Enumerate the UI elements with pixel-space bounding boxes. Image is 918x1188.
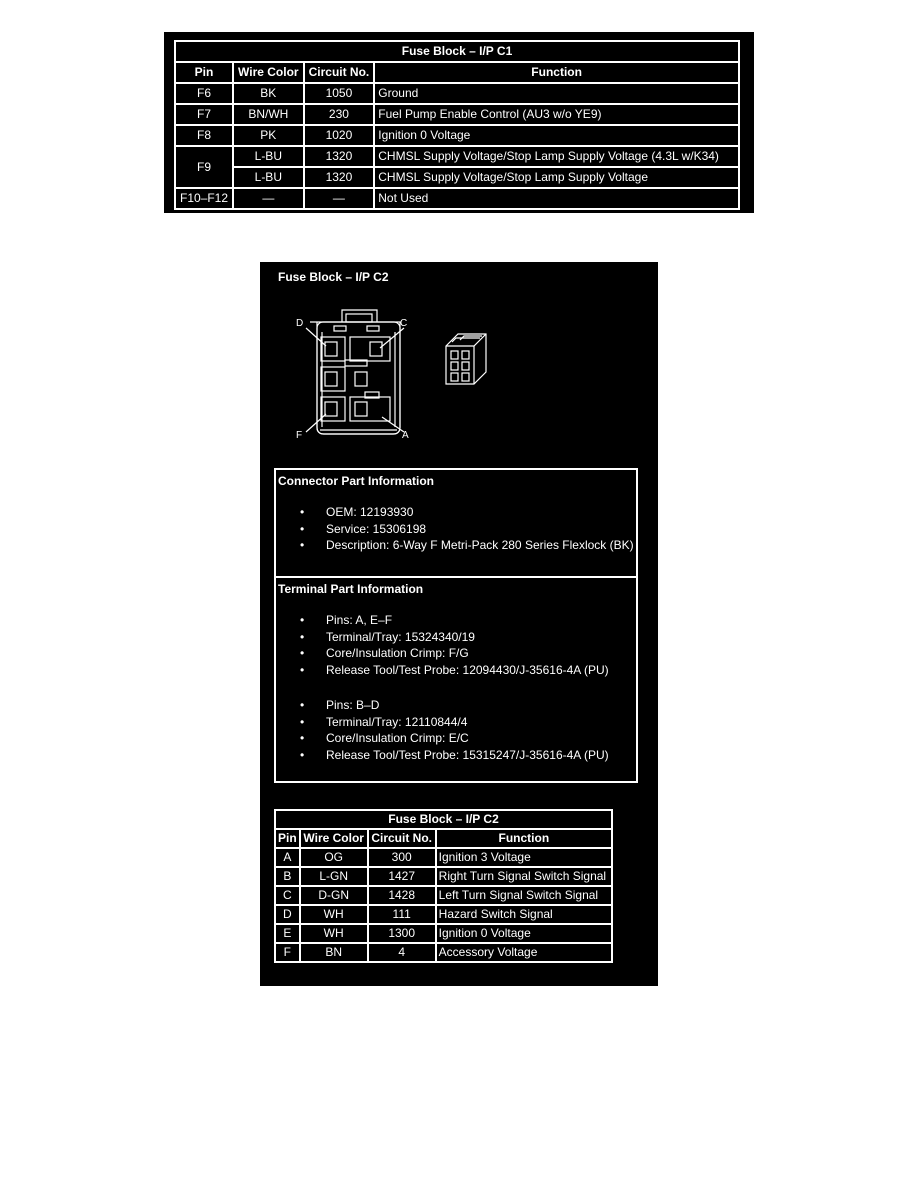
pin-cell: F9 [175, 146, 233, 188]
fuse-block-c2-panel [260, 262, 658, 986]
wire-color-cell: PK [233, 125, 304, 146]
list-item: • Release Tool/Test Probe: 15315247/J-35616-4A (PU) [276, 747, 636, 764]
table-title: Fuse Block – I/P C1 [175, 41, 739, 62]
pin-label-d: D [296, 318, 304, 329]
table-row [175, 146, 739, 167]
table-row [275, 924, 612, 943]
pin-cell: F7 [175, 104, 233, 125]
table-row [175, 125, 739, 146]
pin-cell: E [275, 924, 300, 943]
pin-cell: F8 [175, 125, 233, 146]
connector-title: Fuse Block – I/P C2 [278, 270, 389, 284]
wire-color-cell: OG [300, 848, 368, 867]
wire-color-cell: BN/WH [233, 104, 304, 125]
function-cell: CHMSL Supply Voltage/Stop Lamp Supply Voltage (4.3L w/K34) [374, 146, 739, 167]
circuit-cell: 1320 [304, 167, 375, 188]
circuit-cell: — [304, 188, 375, 209]
wire-color-cell: — [233, 188, 304, 209]
column-header-pin: Pin [175, 62, 233, 83]
function-cell: Right Turn Signal Switch Signal [436, 867, 612, 886]
table-row [175, 188, 739, 209]
circuit-cell: 1427 [368, 867, 436, 886]
list-item: • Service: 15306198 [276, 521, 636, 538]
terminal-part-info [274, 576, 638, 783]
wire-color-cell: L-BU [233, 146, 304, 167]
column-header-function: Function [436, 829, 612, 848]
table-row [175, 104, 739, 125]
function-cell: CHMSL Supply Voltage/Stop Lamp Supply Voltage [374, 167, 739, 188]
function-cell: Not Used [374, 188, 739, 209]
function-cell: Accessory Voltage [436, 943, 612, 962]
circuit-cell: 300 [368, 848, 436, 867]
pin-cell: D [275, 905, 300, 924]
list-item: • OEM: 12193930 [276, 504, 636, 521]
circuit-cell: 1428 [368, 886, 436, 905]
list-item: • Release Tool/Test Probe: 12094430/J-35616-4A (PU) [276, 662, 636, 679]
circuit-cell: 4 [368, 943, 436, 962]
pin-label-a: A [402, 430, 409, 441]
list-item: • Terminal/Tray: 12110844/4 [276, 714, 636, 731]
list-item: • Pins: A, E–F [276, 612, 636, 629]
connector-info-heading: Connector Part Information [278, 474, 435, 488]
list-item: • Core/Insulation Crimp: E/C [276, 730, 636, 747]
list-item: • Terminal/Tray: 15324340/19 [276, 629, 636, 646]
function-cell: Left Turn Signal Switch Signal [436, 886, 612, 905]
wire-color-cell: WH [300, 905, 368, 924]
connector-part-info [274, 468, 638, 576]
column-header-wire-color: Wire Color [300, 829, 368, 848]
wire-color-cell: WH [300, 924, 368, 943]
circuit-cell: 1050 [304, 83, 375, 104]
pin-cell: F6 [175, 83, 233, 104]
pin-cell: A [275, 848, 300, 867]
list-item: • Core/Insulation Crimp: F/G [276, 645, 636, 662]
terminal-info-heading: Terminal Part Information [278, 582, 424, 596]
circuit-cell: 1300 [368, 924, 436, 943]
column-header-wire-color: Wire Color [233, 62, 304, 83]
wire-color-cell: BK [233, 83, 304, 104]
table-row [175, 167, 739, 188]
fuse-block-c2-table [274, 809, 613, 963]
column-header-circuit: Circuit No. [304, 62, 375, 83]
function-cell: Ignition 0 Voltage [436, 924, 612, 943]
function-cell: Hazard Switch Signal [436, 905, 612, 924]
table-row [275, 848, 612, 867]
function-cell: Ignition 3 Voltage [436, 848, 612, 867]
table-row [275, 867, 612, 886]
pin-cell: F [275, 943, 300, 962]
circuit-cell: 111 [368, 905, 436, 924]
connector-diagram [290, 302, 490, 452]
wire-color-cell: BN [300, 943, 368, 962]
function-cell: Fuel Pump Enable Control (AU3 w/o YE9) [374, 104, 739, 125]
function-cell: Ground [374, 83, 739, 104]
wire-color-cell: L-GN [300, 867, 368, 886]
function-cell: Ignition 0 Voltage [374, 125, 739, 146]
table-title: Fuse Block – I/P C2 [275, 810, 612, 829]
pin-cell: F10–F12 [175, 188, 233, 209]
column-header-pin: Pin [275, 829, 300, 848]
circuit-cell: 1020 [304, 125, 375, 146]
pin-label-f: F [296, 430, 303, 441]
pin-cell: B [275, 867, 300, 886]
table-row [275, 886, 612, 905]
circuit-cell: 1320 [304, 146, 375, 167]
wire-color-cell: D-GN [300, 886, 368, 905]
circuit-cell: 230 [304, 104, 375, 125]
table-row [275, 943, 612, 962]
list-item: • Pins: B–D [276, 697, 636, 714]
pin-label-c: C [400, 318, 408, 329]
pin-cell: C [275, 886, 300, 905]
table-row [175, 83, 739, 104]
list-item: • Description: 6-Way F Metri-Pack 280 Series Flexlock (BK) [276, 537, 636, 554]
column-header-function: Function [374, 62, 739, 83]
column-header-circuit: Circuit No. [368, 829, 436, 848]
wire-color-cell: L-BU [233, 167, 304, 188]
fuse-block-c1-panel [164, 32, 754, 213]
table-row [275, 905, 612, 924]
fuse-block-c1-table [174, 40, 740, 210]
